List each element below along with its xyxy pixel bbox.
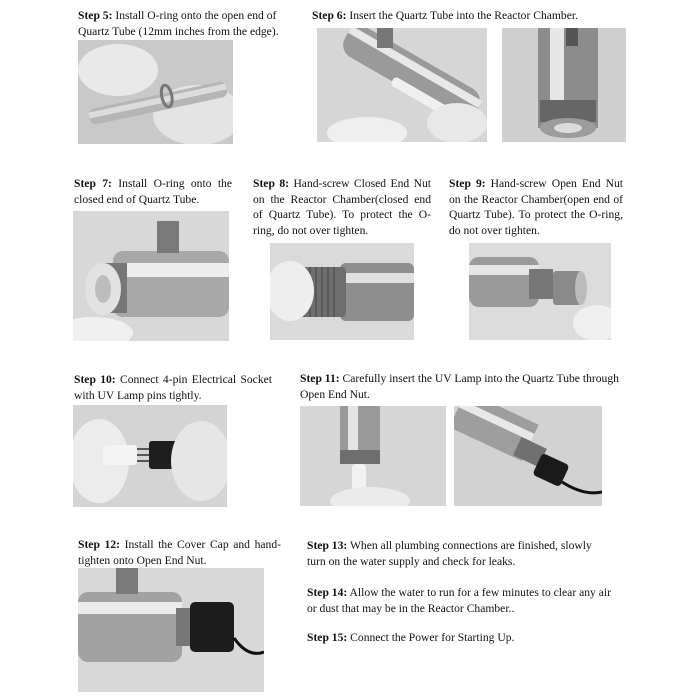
step-9-text bbox=[449, 176, 623, 238]
step-8-description: Hand-screw Closed End Nut on the Reactor Chamber(closed end of Quartz Tube). To protect the O-ring, do not over tighten. bbox=[253, 177, 431, 237]
step-6-text bbox=[312, 8, 632, 24]
step-9-description: Hand-screw Open End Nut on the Reactor Chamber(open end of Quartz Tube). To protect the O-ring, do not over tighten. bbox=[449, 177, 623, 237]
step-14-label: Step 14: bbox=[307, 586, 348, 599]
step-13-label: Step 13: bbox=[307, 539, 348, 552]
step-14-text bbox=[307, 585, 612, 616]
step-9-label: Step 9: bbox=[449, 177, 486, 190]
step-10-text bbox=[74, 372, 272, 403]
step-11-text bbox=[300, 371, 630, 402]
step-6-description: Insert the Quartz Tube into the Reactor Chamber. bbox=[349, 9, 578, 22]
step-11-photo-insert-lamp bbox=[300, 406, 446, 506]
step-5-photo-oring-quartz-tube bbox=[78, 40, 233, 144]
step-15-text bbox=[307, 630, 612, 646]
step-6-label: Step 6: bbox=[312, 9, 347, 22]
step-7-label: Step 7: bbox=[74, 177, 112, 190]
step-12-description: Install the Cover Cap and hand-tighten onto Open End Nut. bbox=[78, 538, 281, 567]
step-10-photo-socket-lamp-pins bbox=[73, 405, 227, 507]
step-14-description: Allow the water to run for a few minutes to clear any air or dust that may be in the Reactor Chamber.. bbox=[307, 586, 611, 615]
step-8-text bbox=[253, 176, 431, 238]
step-9-photo-open-end-nut bbox=[469, 243, 611, 340]
step-11-description: Carefully insert the UV Lamp into the Quartz Tube through Open End Nut. bbox=[300, 372, 619, 401]
step-12-photo-cover-cap bbox=[78, 568, 264, 692]
step-12-text bbox=[78, 537, 281, 568]
step-10-description: Connect 4-pin Electrical Socket with UV Lamp pins tightly. bbox=[74, 373, 272, 402]
step-6-photo-tube-inserted bbox=[502, 28, 626, 142]
step-8-label: Step 8: bbox=[253, 177, 289, 190]
step-6-photo-insert-tube bbox=[317, 28, 487, 142]
step-7-description: Install O-ring onto the closed end of Quartz Tube. bbox=[74, 177, 232, 206]
step-5-text bbox=[78, 8, 293, 39]
step-11-label: Step 11: bbox=[300, 372, 340, 385]
step-13-description: When all plumbing connections are finished, slowly turn on the water supply and check for leaks. bbox=[307, 539, 592, 568]
step-11-photo-lamp-inserted bbox=[454, 406, 602, 506]
step-10-label: Step 10: bbox=[74, 373, 116, 386]
step-12-label: Step 12: bbox=[78, 538, 120, 551]
step-5-label: Step 5: bbox=[78, 9, 113, 22]
step-15-description: Connect the Power for Starting Up. bbox=[350, 631, 515, 644]
step-5-description: Install O-ring onto the open end of Quartz Tube (12mm inches from the edge). bbox=[78, 9, 279, 38]
step-13-text bbox=[307, 538, 612, 569]
step-15-label: Step 15: bbox=[307, 631, 348, 644]
step-8-photo-closed-end-nut bbox=[270, 243, 414, 340]
step-7-photo-oring-closed-end bbox=[73, 211, 229, 341]
step-7-text bbox=[74, 176, 232, 207]
